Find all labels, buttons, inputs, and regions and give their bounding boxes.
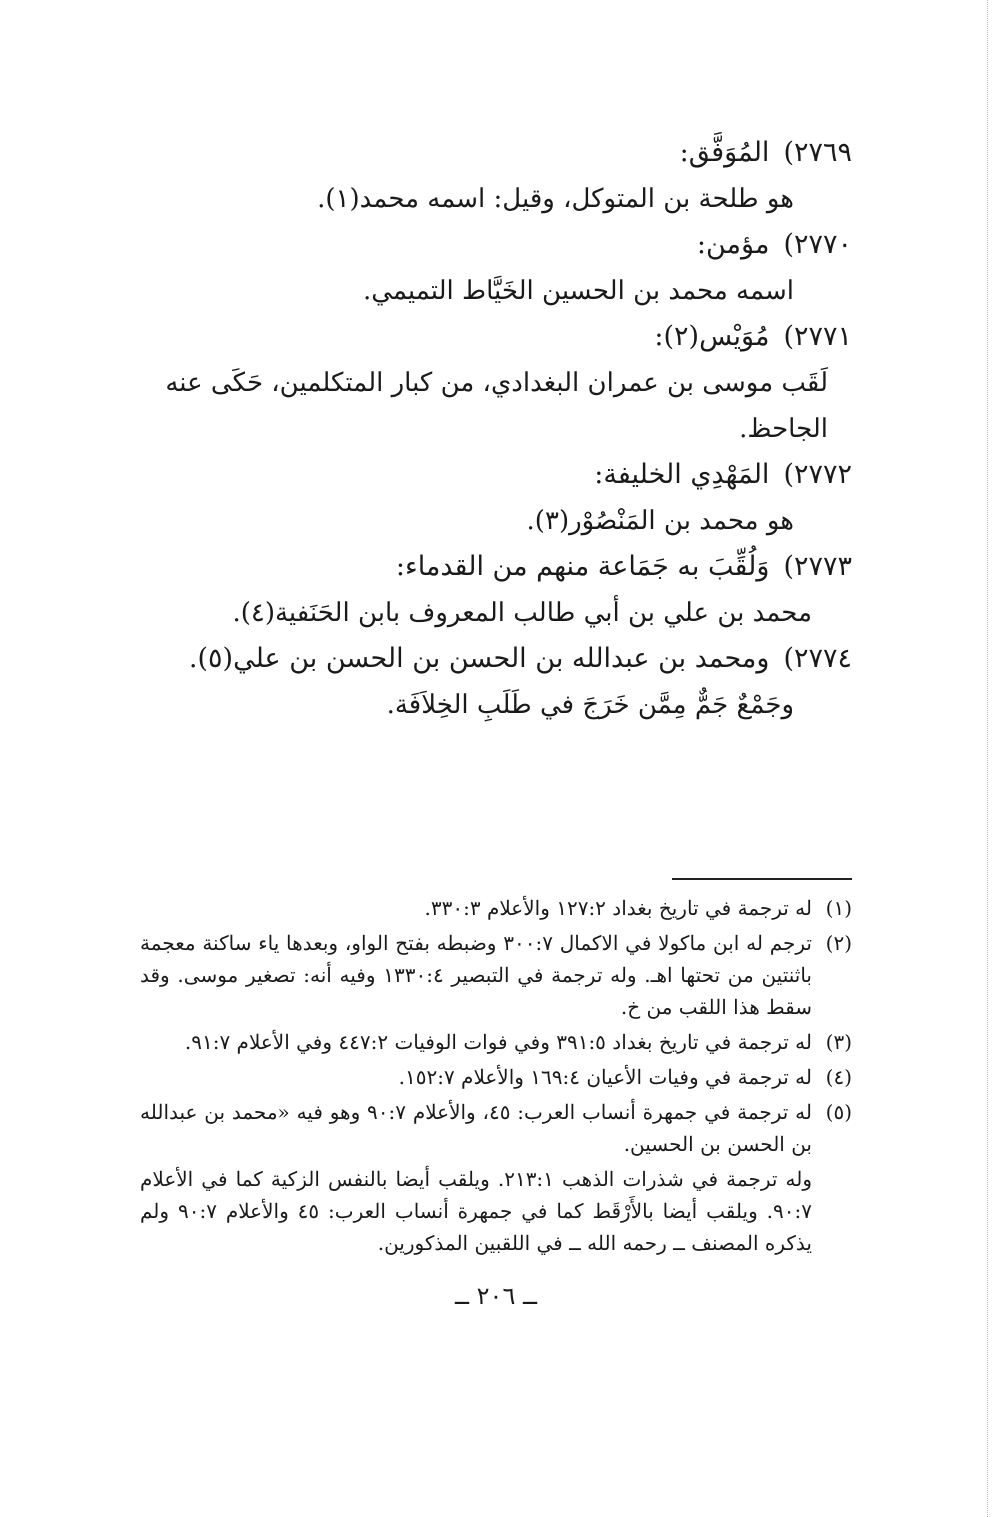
entry bbox=[140, 636, 852, 728]
entry bbox=[140, 452, 852, 544]
entry-title: المَهْدِي الخليفة: bbox=[594, 459, 770, 490]
entry-title: ومحمد بن عبدالله بن الحسن بن الحسن بن علي(٥). bbox=[188, 643, 770, 674]
entry-body-line: الجاحظ. bbox=[739, 414, 828, 444]
entry-heading bbox=[140, 314, 852, 360]
footnote bbox=[140, 1026, 852, 1058]
entry-number: ٢٧٧٤) bbox=[783, 643, 852, 674]
entry-number: ٢٧٧٣) bbox=[783, 551, 852, 582]
footnote-number: (٢) bbox=[825, 931, 852, 955]
footnote-divider bbox=[672, 878, 852, 880]
entry-body: محمد بن علي بن أبي طالب المعروف بابن الحَنَفية(٤). bbox=[232, 598, 812, 628]
entry-number: ٢٧٧١) bbox=[783, 321, 852, 352]
entry-body bbox=[140, 360, 852, 452]
footnotes bbox=[140, 892, 852, 1259]
entry-body: هو طلحة بن المتوكل، وقيل: اسمه محمد(١). bbox=[317, 184, 794, 214]
entry-number: ٢٧٧٢) bbox=[783, 459, 852, 490]
footnote-text: ترجم له ابن ماكولا في الاكمال ٣٠٠:٧ وضبطه بفتح الواو، وبعدها ياء ساكنة معجمة باثنتين من تحتها اهـ. وله ترجمة في التبصير ١٣٣٠:٤ وفيه أنه: تصغير موسى. وقد سقط هذا اللقب من خ. bbox=[140, 931, 812, 1019]
footnote-number: (١) bbox=[825, 896, 852, 920]
page-content bbox=[140, 130, 852, 1360]
footnote-number: (٥) bbox=[825, 1100, 852, 1124]
entry bbox=[140, 222, 852, 314]
footnote-number: (٤) bbox=[825, 1065, 852, 1089]
footnote bbox=[140, 927, 852, 1023]
footnote-text: له ترجمة في جمهرة أنساب العرب: ٤٥، والأعلام ٩٠:٧ وهو فيه «محمد بن عبدالله بن الحسن بن الحسين. bbox=[140, 1100, 812, 1156]
footnote bbox=[140, 892, 852, 924]
entry-body: وجَمْعٌ جَمٌّ مِمَّن خَرَجَ في طَلَبِ الخِلاَفَة. bbox=[386, 690, 794, 720]
footnote bbox=[140, 1061, 852, 1093]
entry-title: مُوَيْس(٢): bbox=[654, 321, 770, 352]
page-number: ــ ٢٠٦ ــ bbox=[454, 1282, 538, 1310]
footnote-number: (٣) bbox=[825, 1030, 852, 1054]
entry-body: هو محمد بن المَنْصُوْر(٣). bbox=[526, 506, 794, 536]
footnote-text: له ترجمة في وفيات الأعيان ١٦٩:٤ والأعلام ١٥٢:٧. bbox=[398, 1065, 812, 1089]
entry-title: المُوَفَّق: bbox=[679, 137, 770, 168]
entry-heading bbox=[140, 130, 852, 176]
entry bbox=[140, 544, 852, 636]
entry-heading bbox=[140, 452, 852, 498]
footnote-text: له ترجمة في تاريخ بغداد ١٢٧:٢ والأعلام ٣٣٠:٣. bbox=[424, 896, 812, 920]
entry bbox=[140, 314, 852, 452]
footnote-continuation: وله ترجمة في شذرات الذهب ٢١٣:١. ويلقب أيضا بالنفس الزكية كما في الأعلام ٩٠:٧. ويلقب أيضا بالأَرْقَط كما في جمهرة أنساب العرب: ٤٥ والأعلام ٩٠:٧ ولم يذكره المصنف ــ رحمه الله ــ في اللقبين المذكورين. bbox=[140, 1167, 813, 1255]
page-edge-line bbox=[987, 0, 988, 1517]
entry-title: مؤمن: bbox=[696, 229, 770, 260]
entry-body: اسمه محمد بن الحسين الخَيَّاط التميمي. bbox=[362, 276, 794, 306]
footnote bbox=[140, 1096, 852, 1160]
entry-heading bbox=[140, 636, 852, 682]
entry bbox=[140, 130, 852, 222]
entry-heading bbox=[140, 222, 852, 268]
footnote-text: له ترجمة في تاريخ بغداد ٣٩١:٥ وفي فوات الوفيات ٤٤٧:٢ وفي الأعلام ٩١:٧. bbox=[184, 1030, 812, 1054]
entry-body-line: لَقَب موسى بن عمران البغدادي، من كبار المتكلمين، حَكَى عنه bbox=[165, 368, 828, 398]
entry-title: وَلُقِّبَ به جَمَاعة منهم من القدماء: bbox=[395, 551, 770, 582]
entry-heading bbox=[140, 544, 852, 590]
entry-number: ٢٧٧٠) bbox=[783, 229, 852, 260]
entry-number: ٢٧٦٩) bbox=[783, 137, 852, 168]
